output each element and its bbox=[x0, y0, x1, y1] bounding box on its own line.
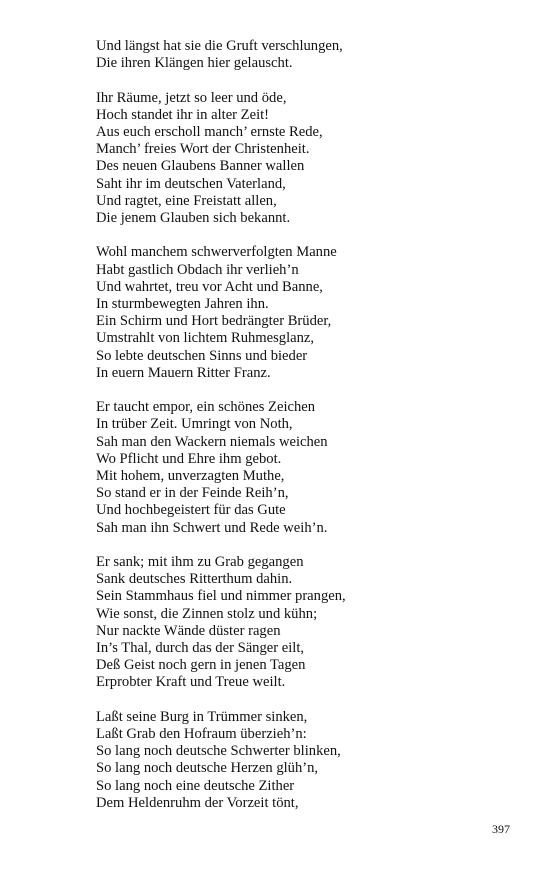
poem-text bbox=[96, 38, 516, 812]
poem-line: Saht ihr im deutschen Vaterland, bbox=[96, 175, 286, 192]
poem-line: So lebte deutschen Sinns und bieder bbox=[96, 347, 308, 364]
poem-line: Die jenem Glauben sich bekannt. bbox=[96, 210, 291, 227]
poem-line: Wohl manchem schwerverfolgten Manne bbox=[96, 244, 337, 261]
poem-line: Sah man den Wackern niemals weichen bbox=[96, 433, 328, 450]
poem-line: Habt gastlich Obdach ihr verlieh’n bbox=[96, 261, 299, 278]
poem-line: Laßt seine Burg in Trümmer sinken, bbox=[96, 708, 308, 725]
poem-line: Laßt Grab den Hofraum überzieh’n: bbox=[96, 726, 307, 743]
poem-line: Manch’ freies Wort der Christenheit. bbox=[96, 141, 310, 158]
poem-line: Und ragtet, eine Freistatt allen, bbox=[96, 192, 277, 209]
stanza-4 bbox=[96, 399, 516, 537]
poem-line: In’s Thal, durch das der Sänger eilt, bbox=[96, 640, 305, 657]
poem-line: So lang noch deutsche Herzen glüh’n, bbox=[96, 760, 319, 777]
stanza-6 bbox=[96, 709, 516, 812]
poem-line: Sah man ihn Schwert und Rede weih’n. bbox=[96, 519, 328, 536]
stanza-2 bbox=[96, 90, 516, 228]
poem-line: Und längst hat sie die Gruft verschlungen, bbox=[96, 38, 343, 54]
stanza-3 bbox=[96, 244, 516, 382]
poem-line: Ihr Räume, jetzt so leer und öde, bbox=[96, 89, 287, 106]
poem-line: Ein Schirm und Hort bedrängter Brüder, bbox=[96, 313, 332, 330]
poem-line: Umstrahlt von lichtem Ruhmesglanz, bbox=[96, 330, 315, 347]
poem-line: Deß Geist noch gern in jenen Tagen bbox=[96, 657, 306, 674]
page-number: 397 bbox=[492, 822, 510, 836]
poem-line: Sein Stammhaus fiel und nimmer prangen, bbox=[96, 588, 346, 605]
poem-line: Und wahrtet, treu vor Acht und Banne, bbox=[96, 278, 323, 295]
poem-line: Des neuen Glaubens Banner wallen bbox=[96, 158, 305, 175]
poem-line: So lang noch eine deutsche Zither bbox=[96, 777, 295, 794]
poem-line: Er taucht empor, ein schönes Zeichen bbox=[96, 399, 316, 416]
poem-line: Die ihren Klängen hier gelauscht. bbox=[96, 55, 293, 72]
poem-line: Erprobter Kraft und Treue weilt. bbox=[96, 674, 286, 691]
poem-line: Und hochbegeistert für das Gute bbox=[96, 502, 286, 519]
poem-line: So stand er in der Feinde Reih’n, bbox=[96, 485, 289, 502]
poem-line: Wie sonst, die Zinnen stolz und kühn; bbox=[96, 605, 318, 622]
stanza-1 bbox=[96, 38, 516, 72]
poem-line: In trüber Zeit. Umringt von Noth, bbox=[96, 416, 293, 433]
poem-line: Sank deutsches Ritterthum dahin. bbox=[96, 571, 293, 588]
poem-line: In sturmbewegten Jahren ihn. bbox=[96, 296, 269, 313]
poem-line: Aus euch erscholl manch’ ernste Rede, bbox=[96, 124, 323, 140]
poem-line: Er sank; mit ihm zu Grab gegangen bbox=[96, 554, 304, 571]
poem-line: Dem Heldenruhm der Vorzeit tönt, bbox=[96, 794, 299, 811]
poem-line: Hoch standet ihr in alter Zeit! bbox=[96, 106, 270, 123]
poem-line: In euern Mauern Ritter Franz. bbox=[96, 364, 271, 381]
poem-line: Nur nackte Wände düster ragen bbox=[96, 622, 281, 639]
stanza-5 bbox=[96, 554, 516, 692]
poem-line: Wo Pflicht und Ehre ihm gebot. bbox=[96, 450, 282, 467]
poem-line: So lang noch deutsche Schwerter blinken, bbox=[96, 743, 341, 760]
poem-line: Mit hohem, unverzagten Muthe, bbox=[96, 468, 285, 485]
